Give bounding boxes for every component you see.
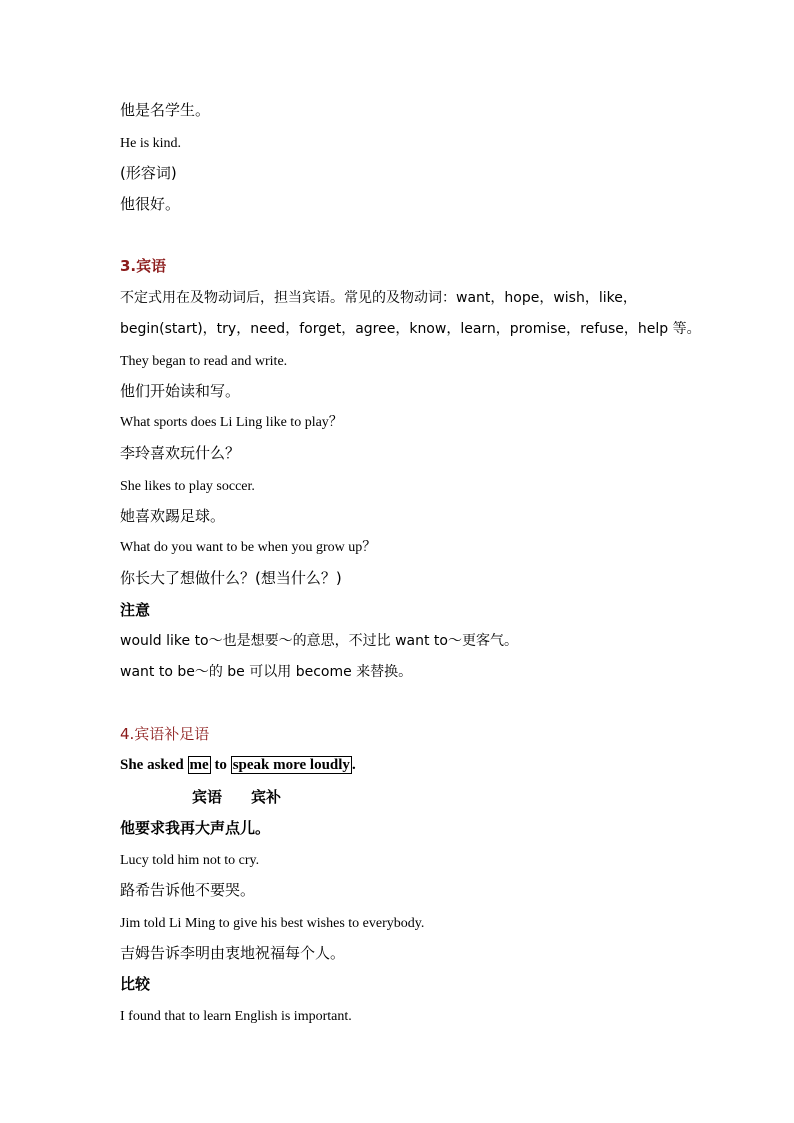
example-zh: 李玲喜欢玩什么？ [120, 444, 241, 462]
label-object: 宾语 [192, 788, 223, 806]
label-complement: 宾补 [251, 788, 282, 806]
example-en: Jim told Li Ming to give his best wishes to everybody. [120, 916, 425, 931]
example-zh: 她喜欢踢足球。 [120, 507, 226, 525]
example-en: What do you want to be when you grow up？ [120, 540, 377, 555]
sentence-part: She asked [120, 757, 188, 773]
example-en: Lucy told him not to cry. [120, 853, 260, 868]
compare-heading: 比较 [120, 975, 151, 993]
example-zh: 路希告诉他不要哭。 [120, 881, 256, 899]
boxed-object: me [189, 757, 209, 773]
boxed-complement: speak more loudly [232, 757, 350, 773]
example-zh: 吉姆告诉李明由衷地祝福每个人。 [120, 944, 346, 962]
example-zh-bold: 他要求我再大声点儿。 [120, 819, 271, 837]
note-line: want to be～的 be 可以用 become 来替换。 [120, 664, 413, 680]
example-en: They began to read and write. [120, 354, 288, 369]
sentence-end: . [351, 757, 356, 773]
example-en: What sports does Li Ling like to play？ [120, 415, 343, 430]
example-sentence-marked [120, 758, 356, 773]
note-heading: 注意 [120, 601, 151, 619]
note-line: would like to～也是想要～的意思，不过比 want to～更客气。 [120, 633, 518, 649]
sentence-part: to [210, 757, 231, 773]
definition-line: 不定式用在及物动词后，担当宾语。常见的及物动词：want，hope，wish，like， [120, 290, 637, 306]
section-heading-complement: 4.宾语补足语 [120, 725, 210, 743]
section-heading-object: 3.宾语 [120, 257, 167, 275]
definition-line: begin(start)，try，need，forget，agree，know，learn，promise，refuse，help 等。 [120, 321, 701, 337]
example-zh: 他们开始读和写。 [120, 382, 241, 400]
text-line: (形容词) [120, 164, 177, 182]
example-en: I found that to learn English is important. [120, 1009, 352, 1024]
example-en: She likes to play soccer. [120, 479, 255, 494]
example-zh: 你长大了想做什么？(想当什么？) [120, 569, 342, 587]
text-line: He is kind. [120, 136, 182, 151]
text-line: 他很好。 [120, 195, 181, 213]
text-line: 他是名学生。 [120, 101, 211, 119]
